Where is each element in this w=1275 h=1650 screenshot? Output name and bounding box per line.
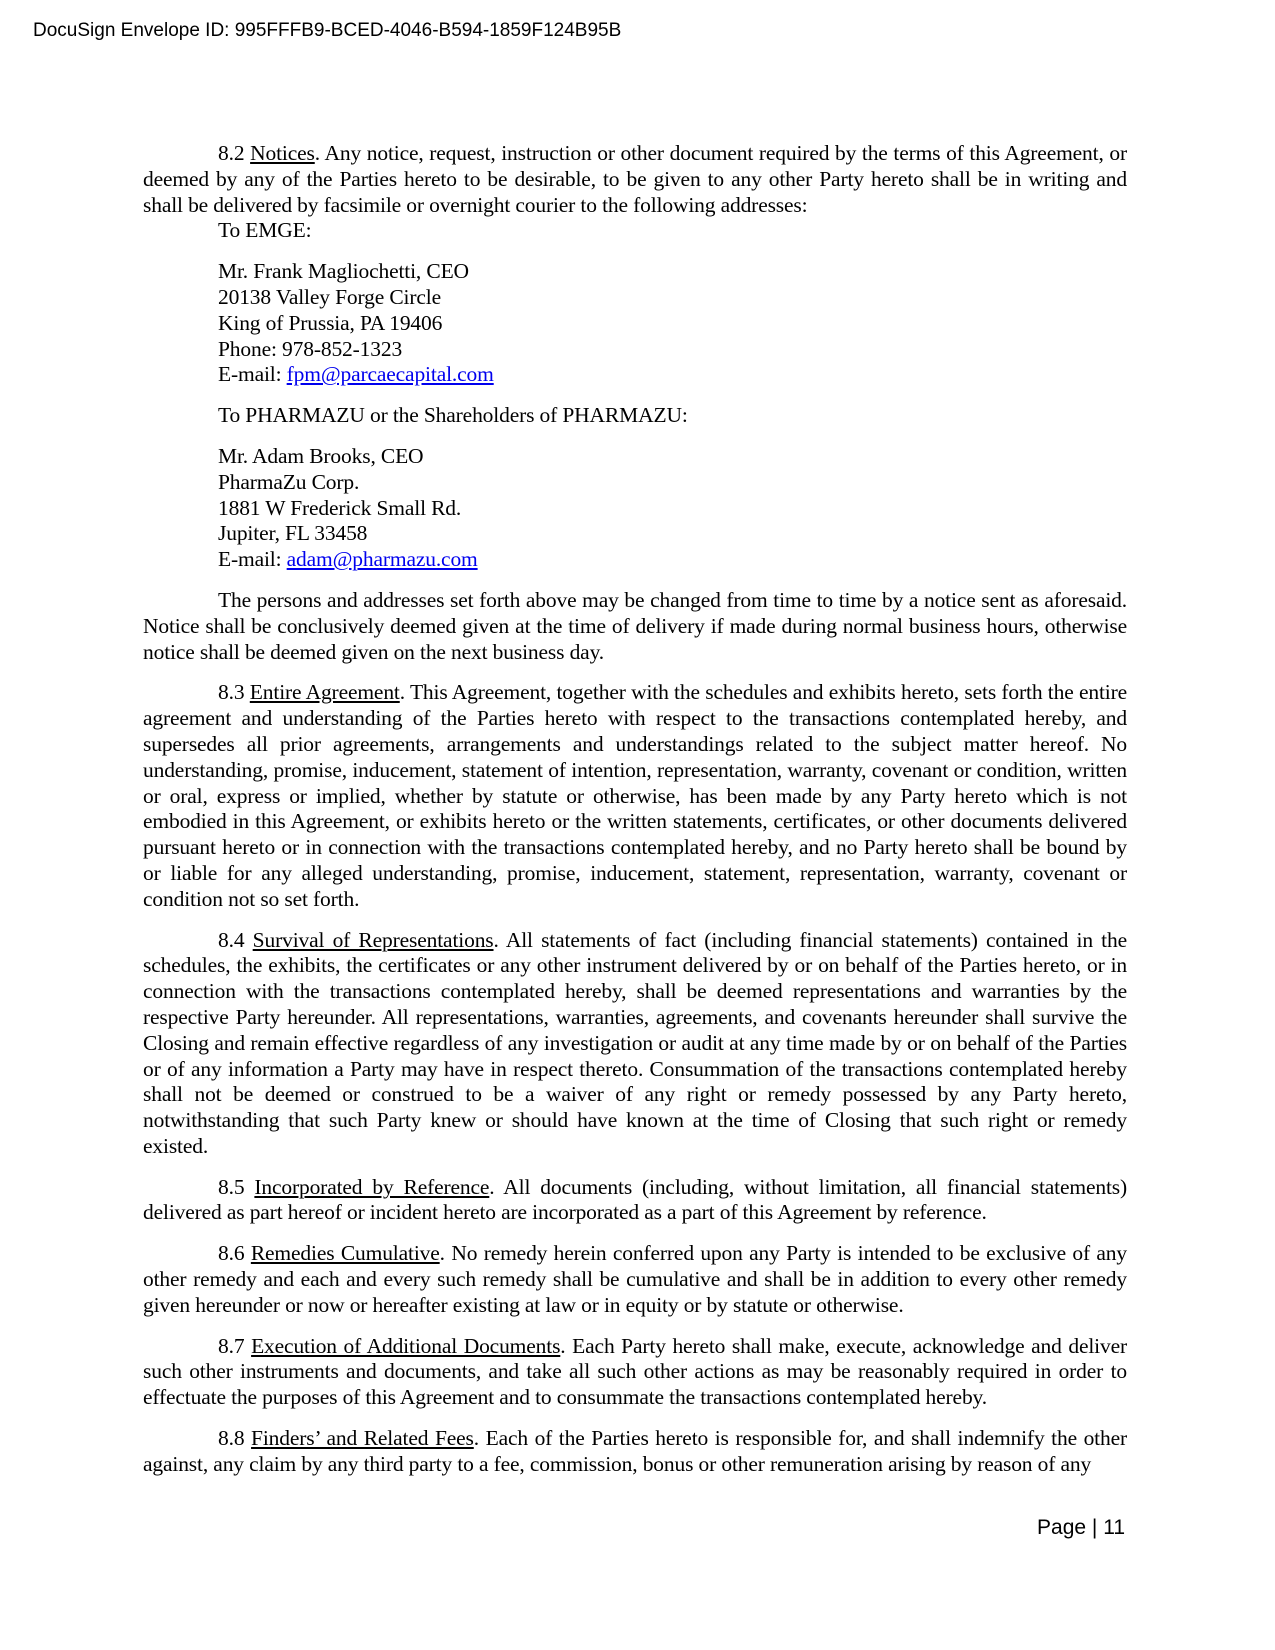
section-body-text: This Agreement, together with the schedules and exhibits hereto, sets forth the entire agreement and understanding of the Parties hereto with respect to the transactions contemplated hereby, and supersedes all prior agreements, arrangements and understandings related to the subject matter hereof. No understanding, promise, inducement, statement of intention, representation, warranty, covenant or condition, written or oral, express or implied, whether by statute or otherwise, has been made by any Party hereto which is not embodied in this Agreement, or exhibits hereto or the written statements, certificates, or other documents delivered pursuant hereto or in connection with the transactions contemplated hereby, and no Party hereto shall be bound by or liable for any alleged understanding, promise, inducement, statement, representation, warranty, covenant or condition not so set forth. (143, 680, 1127, 911)
to-emge-line: To EMGE: (218, 218, 312, 243)
pharmazu-email-link[interactable]: adam@pharmazu.com (286, 547, 478, 572)
contact-phone: Phone: 978-852-1323 (218, 336, 403, 361)
section-body-text: All statements of fact (including financial statements) contained in the schedules, the exhibits, the certificates or any other instrument delivered by or on behalf of the Parties hereto, or in connection with the transactions contemplated hereby, shall be deemed representations and warranties by the respective Party hereunder. All representations, warranties, agreements, and covenants hereunder shall survive the Closing and remain effective regardless of any investigation or audit at any time made by or on behalf of the Parties or of any information a Party may have in respect thereto. Consummation of the transactions contemplated hereby shall not be deemed or construed to be a waiver of any right or remedy possessed by any Party hereto, notwithstanding that such Party knew or should have known at the time of Closing that such right or remedy existed. (143, 927, 1128, 1158)
section-heading: Entire Agreement (249, 680, 400, 705)
contact-city-state-zip: King of Prussia, PA 19406 (218, 310, 443, 335)
section-heading-suffix: . (473, 1426, 486, 1451)
section-number: 8.5 (218, 1174, 255, 1199)
to-pharmazu-line: To PHARMAZU or the Shareholders of PHARMAZU: (218, 403, 688, 428)
contact-street: 20138 Valley Forge Circle (218, 284, 441, 309)
section-8-4-paragraph (143, 928, 1127, 1160)
section-8-5-paragraph (143, 1175, 1127, 1227)
section-heading-suffix: . (489, 1174, 504, 1199)
emge-email-link[interactable]: fpm@parcaecapital.com (286, 362, 494, 387)
section-body-text: Each of the Parties hereto is responsible for, and shall indemnify the other against, any claim by any third party to a fee, commission, bonus or other remuneration arising by reason of any (143, 1426, 1128, 1476)
section-heading: Incorporated by Reference (254, 1174, 490, 1199)
page-number-label: Page | 11 (1037, 1516, 1125, 1539)
section-number: 8.7 (218, 1333, 252, 1358)
section-heading: Survival of Representations (252, 927, 494, 952)
section-heading: Remedies Cumulative (250, 1241, 440, 1266)
section-8-3-paragraph (143, 680, 1127, 912)
section-heading: Execution of Additional Documents (251, 1333, 561, 1358)
section-body-text: All documents (including, without limitation, all financial statements) delivered as part hereof or incident hereto are incorporated as a part of this Agreement by reference. (143, 1174, 1127, 1225)
section-number: 8.2 (218, 141, 251, 165)
section-8-2-paragraph (143, 141, 1127, 218)
section-number: 8.8 (218, 1426, 252, 1451)
contact-email-line (218, 547, 1127, 573)
document-body (143, 141, 1127, 1493)
section-heading-suffix: . (314, 141, 325, 165)
section-number: 8.6 (218, 1241, 251, 1266)
section-body-text: Any notice, request, instruction or other document required by the terms of this Agreement, or deemed by any of the Parties hereto to be desirable, to be given to any other Party hereto shall be in writing and shall be delivered by facsimile or overnight courier to the following addresses: (143, 141, 1128, 217)
section-body-text: No remedy herein conferred upon any Party is intended to be exclusive of any other remedy and each and every such remedy shall be cumulative and shall be in addition to every other remedy given hereunder or now or hereafter existing at law or in equity or by statute or otherwise. (143, 1241, 1127, 1317)
section-8-6-paragraph (143, 1241, 1127, 1318)
emge-contact-block (143, 259, 1127, 388)
section-heading: Notices (250, 141, 315, 165)
section-number: 8.3 (218, 680, 250, 705)
contact-name: Mr. Adam Brooks, CEO (218, 443, 424, 468)
contact-name: Mr. Frank Magliochetti, CEO (218, 259, 469, 284)
contact-company: PharmaZu Corp. (218, 469, 360, 494)
contact-city-state-zip: Jupiter, FL 33458 (218, 521, 368, 546)
section-number: 8.4 (218, 927, 253, 952)
section-8-7-paragraph (143, 1334, 1127, 1411)
section-heading: Finders’ and Related Fees (251, 1426, 474, 1451)
section-heading-suffix: . (399, 680, 410, 705)
section-heading-suffix: . (439, 1241, 452, 1266)
section-heading-suffix: . (493, 927, 506, 952)
docusign-envelope-id: DocuSign Envelope ID: 995FFFB9-BCED-4046-B594-1859F124B95B (33, 20, 622, 41)
notices-followup-paragraph: The persons and addresses set forth above may be changed from time to time by a notice sent as aforesaid. Notice shall be conclusively deemed given at the time of delivery if made during normal business hours, otherwise notice shall be deemed given on the next business day. (143, 587, 1127, 664)
section-8-8-paragraph (143, 1426, 1127, 1478)
section-heading-suffix: . (560, 1333, 573, 1358)
email-label: E-mail: (218, 547, 287, 572)
section-body-text: Each Party hereto shall make, execute, acknowledge and deliver such other instruments and documents, and take all such other actions as may be reasonably required in order to effectuate the purposes of this Agreement and to consummate the transactions contemplated hereby. (143, 1333, 1128, 1410)
contact-email-line (218, 362, 1127, 388)
pharmazu-contact-block (143, 444, 1127, 573)
email-label: E-mail: (218, 362, 287, 387)
contact-street: 1881 W Frederick Small Rd. (218, 495, 462, 520)
